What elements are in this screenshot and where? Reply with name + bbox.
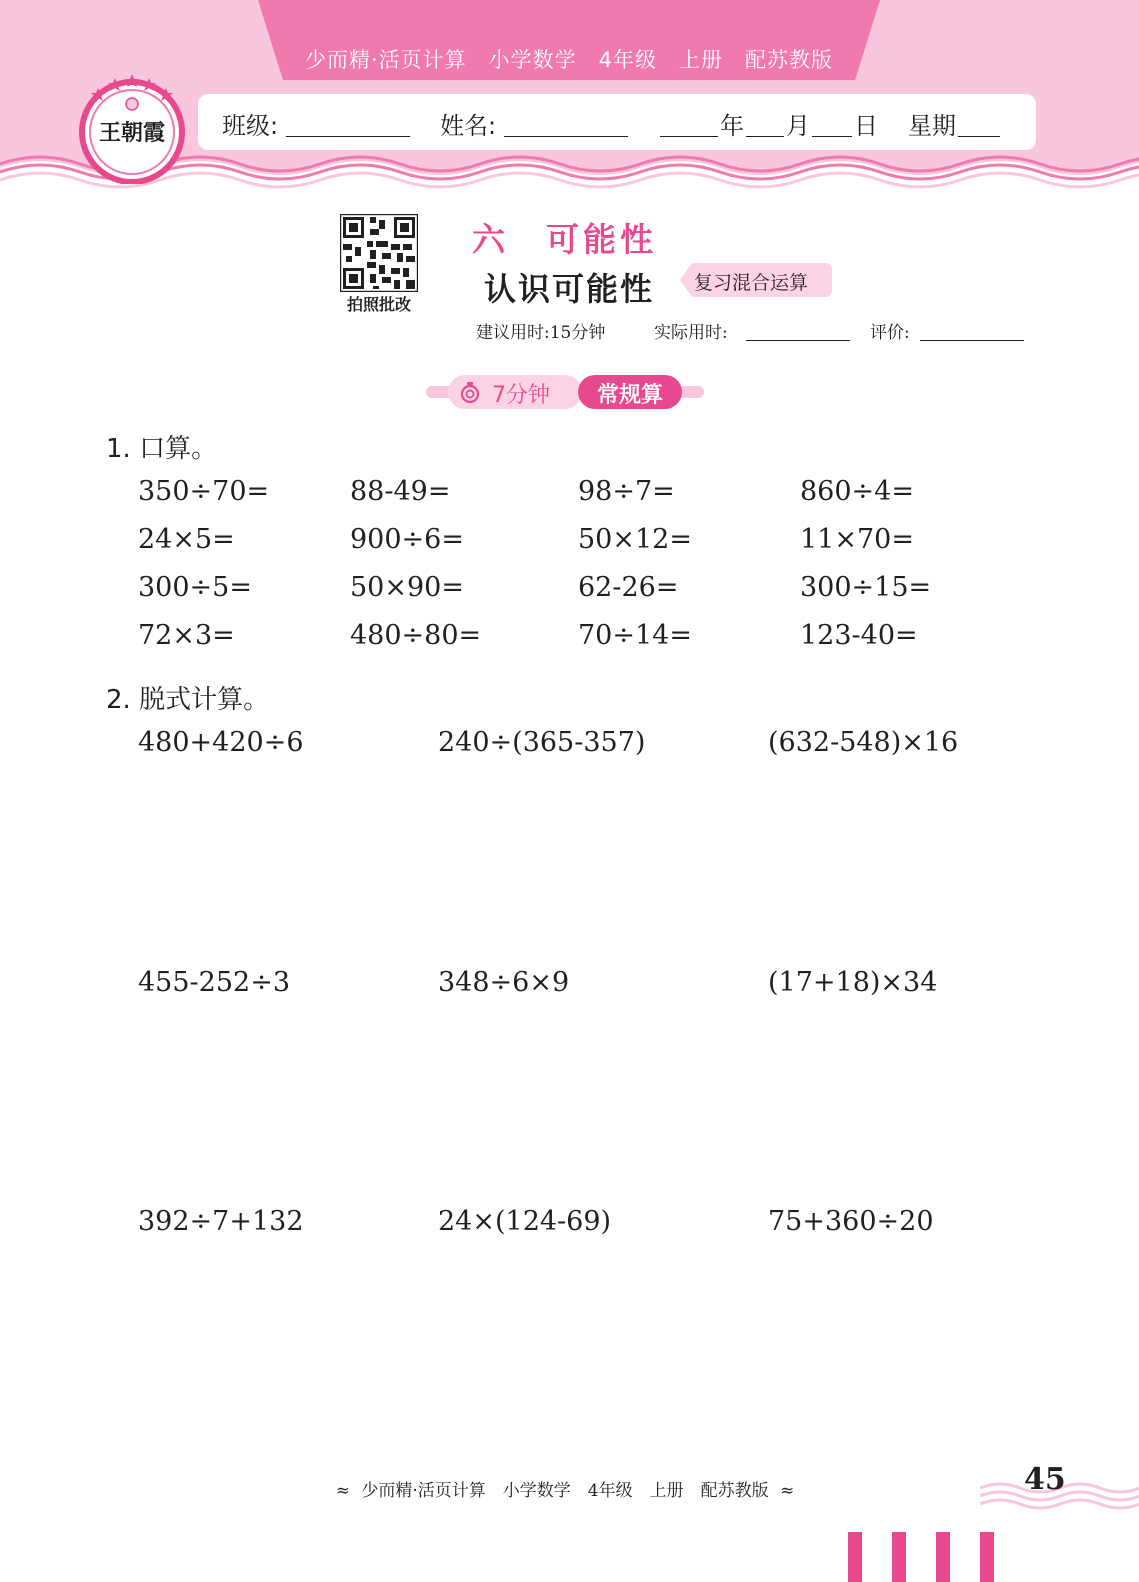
step-calc-item: 392÷7+132 bbox=[138, 1206, 304, 1237]
qr-code-icon[interactable] bbox=[340, 214, 418, 292]
weekday-label: 星期 bbox=[908, 112, 956, 140]
oral-item: 98÷7= bbox=[578, 476, 675, 507]
step-calc-item: 455-252÷3 bbox=[138, 967, 290, 998]
step-calc-item: 480+420÷6 bbox=[138, 727, 304, 758]
step-calc-item: (17+18)×34 bbox=[768, 967, 938, 998]
oral-item: 123-40= bbox=[800, 620, 918, 651]
oral-item: 300÷5= bbox=[138, 572, 252, 603]
unit-title: 六 可能性 bbox=[472, 220, 657, 259]
timer-text: 7分钟 bbox=[492, 383, 550, 408]
oral-item: 480÷80= bbox=[350, 620, 482, 651]
footer-series-title: ≈ 少而精·活页计算 小学数学 4年级 上册 配苏教版 ≈ bbox=[335, 1481, 795, 1501]
review-tag-text: 复习混合运算 bbox=[694, 272, 809, 294]
actual-time-field[interactable] bbox=[746, 340, 850, 341]
evaluation-label: 评价: bbox=[870, 323, 910, 343]
oral-item: 62-26= bbox=[578, 572, 679, 603]
oral-item: 88-49= bbox=[350, 476, 451, 507]
oral-item: 50×12= bbox=[578, 524, 692, 555]
day-field[interactable] bbox=[812, 136, 852, 137]
step-calc-item: 24×(124-69) bbox=[438, 1206, 612, 1237]
step-calc-item: 75+360÷20 bbox=[768, 1206, 934, 1237]
stopwatch-icon bbox=[458, 380, 482, 404]
page-number: 45 bbox=[1024, 1462, 1066, 1497]
qr-caption: 拍照批改 bbox=[346, 295, 411, 314]
series-title: 少而精·活页计算 小学数学 4年级 上册 配苏教版 bbox=[304, 48, 834, 72]
logo-text: 王朝霞 bbox=[98, 120, 165, 146]
class-field[interactable] bbox=[286, 136, 410, 137]
month-field[interactable] bbox=[746, 136, 784, 137]
question-2-heading: 2. 脱式计算。 bbox=[106, 685, 270, 715]
suggested-time: 建议用时:15分钟 bbox=[476, 323, 606, 343]
oral-item: 50×90= bbox=[350, 572, 464, 603]
mode-text: 常规算 bbox=[596, 383, 663, 408]
oral-item: 350÷70= bbox=[138, 476, 270, 507]
oral-item: 300÷15= bbox=[800, 572, 932, 603]
step-calc-item: (632-548)×16 bbox=[768, 727, 959, 758]
class-label: 班级: bbox=[222, 112, 279, 140]
name-label: 姓名: bbox=[440, 112, 497, 140]
oral-item: 860÷4= bbox=[800, 476, 914, 507]
name-field[interactable] bbox=[504, 136, 628, 137]
oral-item: 70÷14= bbox=[578, 620, 692, 651]
day-label: 日 bbox=[854, 112, 878, 140]
oral-item: 24×5= bbox=[138, 524, 235, 555]
footer-tab-bars bbox=[848, 1532, 1008, 1582]
step-calc-item: 240÷(365-357) bbox=[438, 727, 646, 758]
year-field[interactable] bbox=[660, 136, 718, 137]
actual-time-label: 实际用时: bbox=[654, 323, 728, 343]
weekday-field[interactable] bbox=[958, 136, 1000, 137]
step-calc-item: 348÷6×9 bbox=[438, 967, 570, 998]
oral-item: 72×3= bbox=[138, 620, 235, 651]
question-1-heading: 1. 口算。 bbox=[106, 434, 218, 464]
oral-item: 900÷6= bbox=[350, 524, 464, 555]
month-label: 月 bbox=[786, 112, 810, 140]
evaluation-field[interactable] bbox=[920, 340, 1024, 341]
lesson-title: 认识可能性 bbox=[484, 270, 655, 308]
oral-item: 11×70= bbox=[800, 524, 914, 555]
year-label: 年 bbox=[720, 112, 744, 140]
